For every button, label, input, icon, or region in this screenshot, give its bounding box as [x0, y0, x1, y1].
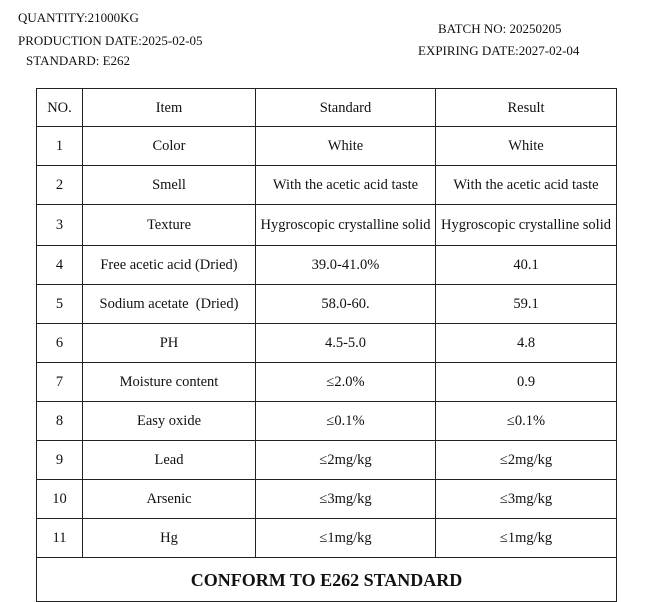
row-item: Color	[83, 127, 256, 166]
row-item: Lead	[83, 441, 256, 480]
row-result: 59.1	[436, 285, 617, 324]
row-item: Easy oxide	[83, 402, 256, 441]
table-row	[37, 285, 617, 324]
row-no: 7	[37, 363, 83, 402]
row-item: Arsenic	[83, 480, 256, 519]
row-result: 0.9	[436, 363, 617, 402]
row-no: 4	[37, 246, 83, 285]
table-row	[37, 246, 617, 285]
row-item: Smell	[83, 166, 256, 205]
row-item: PH	[83, 324, 256, 363]
row-standard: ≤2.0%	[256, 363, 436, 402]
row-result: ≤0.1%	[436, 402, 617, 441]
row-standard: ≤0.1%	[256, 402, 436, 441]
conform-statement: CONFORM TO E262 STANDARD	[37, 558, 617, 602]
row-item: Moisture content	[83, 363, 256, 402]
row-standard: ≤1mg/kg	[256, 519, 436, 558]
row-item: Sodium acetate (Dried)	[83, 285, 256, 324]
row-result: White	[436, 127, 617, 166]
row-standard: Hygroscopic crystalline solid	[256, 205, 436, 246]
row-result: 40.1	[436, 246, 617, 285]
table-row	[37, 205, 617, 246]
table-row	[37, 441, 617, 480]
row-item: Free acetic acid (Dried)	[83, 246, 256, 285]
row-standard: 39.0-41.0%	[256, 246, 436, 285]
row-result: Hygroscopic crystalline solid	[436, 205, 617, 246]
row-no: 3	[37, 205, 83, 246]
row-no: 2	[37, 166, 83, 205]
col-header-item: Item	[83, 89, 256, 127]
row-result: ≤1mg/kg	[436, 519, 617, 558]
row-no: 1	[37, 127, 83, 166]
table-row	[37, 166, 617, 205]
table-header-row	[37, 89, 617, 127]
row-result: ≤3mg/kg	[436, 480, 617, 519]
row-standard: With the acetic acid taste	[256, 166, 436, 205]
production-date-label: PRODUCTION DATE:2025-02-05	[18, 33, 203, 48]
row-no: 5	[37, 285, 83, 324]
row-item: Texture	[83, 205, 256, 246]
table-row	[37, 127, 617, 166]
col-header-standard: Standard	[256, 89, 436, 127]
row-result: ≤2mg/kg	[436, 441, 617, 480]
table-row	[37, 480, 617, 519]
row-standard: ≤2mg/kg	[256, 441, 436, 480]
row-no: 9	[37, 441, 83, 480]
quantity-label: QUANTITY:21000KG	[18, 10, 139, 25]
row-no: 10	[37, 480, 83, 519]
table-row	[37, 324, 617, 363]
batch-no-label: BATCH NO: 20250205	[438, 21, 562, 36]
row-no: 8	[37, 402, 83, 441]
col-header-no: NO.	[37, 89, 83, 127]
table-row	[37, 363, 617, 402]
row-item: Hg	[83, 519, 256, 558]
expiring-date-label: EXPIRING DATE:2027-02-04	[418, 43, 580, 58]
row-result: 4.8	[436, 324, 617, 363]
spec-table	[36, 88, 617, 602]
row-no: 11	[37, 519, 83, 558]
table-row	[37, 519, 617, 558]
col-header-result: Result	[436, 89, 617, 127]
row-standard: 58.0-60.	[256, 285, 436, 324]
standard-label: STANDARD: E262	[26, 53, 131, 68]
table-footer-row	[37, 558, 617, 602]
table-row	[37, 402, 617, 441]
row-no: 6	[37, 324, 83, 363]
row-standard: ≤3mg/kg	[256, 480, 436, 519]
row-standard: White	[256, 127, 436, 166]
row-result: With the acetic acid taste	[436, 166, 617, 205]
row-standard: 4.5-5.0	[256, 324, 436, 363]
